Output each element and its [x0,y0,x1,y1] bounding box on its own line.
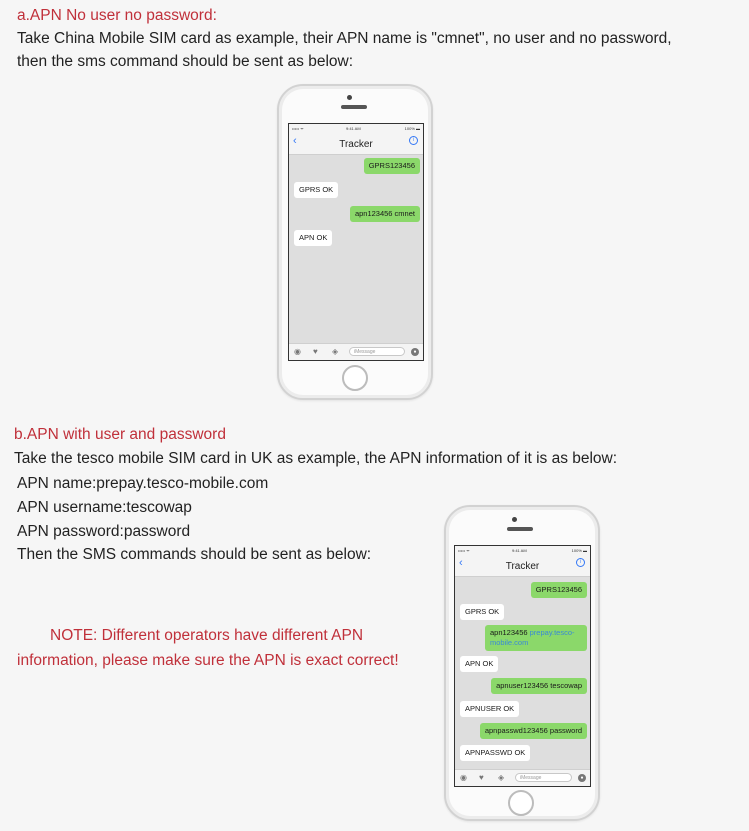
phone-2-screen [454,545,591,787]
status-carrier: ••••• ᯤ [292,126,304,131]
back-chevron-icon[interactable]: ‹ [293,135,297,147]
message-bubble-incoming: APNPASSWD OK [460,745,530,761]
status-carrier: ••••• ᯤ [458,548,470,553]
speaker-grille [341,105,367,109]
home-button[interactable] [342,365,368,391]
info-icon[interactable]: i [576,558,585,567]
section-a-line1: Take China Mobile SIM card as example, their APN name is "cmnet", no user and no password, [17,30,672,47]
message-link[interactable]: prepay.tesco-mobile.com [490,628,575,647]
message-bubble-outgoing: GPRS123456 [364,158,420,174]
front-camera-icon [512,517,517,522]
camera-icon[interactable]: ◉ [294,347,301,356]
message-bubble-incoming: APN OK [460,656,498,672]
message-bubble-outgoing: GPRS123456 [531,582,587,598]
message-text: apn123456 [490,628,528,637]
apn-name-line: APN name:prepay.tesco-mobile.com [17,475,269,492]
phone-2-frame [444,505,600,821]
status-battery: 100% ▬ [571,548,587,553]
section-b-line1: Take the tesco mobile SIM card in UK as example, the APN information of it is as below: [14,450,618,467]
digital-touch-icon[interactable]: ♥ [479,773,484,782]
phone-1-frame [277,84,433,400]
note-line2: information, please make sure the APN is exact correct! [17,652,399,669]
apn-password-line: APN password:password [17,523,191,540]
message-input-bar [455,769,590,786]
section-a-line2: then the sms command should be sent as below: [17,53,354,70]
status-bar [289,124,423,132]
status-battery: 100% ▬ [404,126,420,131]
home-button[interactable] [508,790,534,816]
then-line: Then the SMS commands should be sent as below: [17,546,372,563]
message-input[interactable]: iMessage [515,773,572,782]
messages-nav-bar [289,132,423,155]
section-b-heading: b.APN with user and password [14,426,226,443]
message-bubble-incoming: APNUSER OK [460,701,519,717]
apn-username-line: APN username:tescowap [17,499,192,516]
message-bubble-outgoing: apnpasswd123456 password [480,723,587,739]
status-time: 9:41 AM [346,126,361,131]
phone-1-screen [288,123,424,361]
microphone-icon[interactable]: ● [578,774,586,782]
info-icon[interactable]: i [409,136,418,145]
digital-touch-icon[interactable]: ♥ [313,347,318,356]
conversation-title: Tracker [339,139,373,150]
message-input-bar [289,343,423,360]
section-a-heading: a.APN No user no password: [17,7,217,24]
message-bubble-outgoing [485,625,587,651]
message-bubble-incoming: APN OK [294,230,332,246]
message-bubble-outgoing: apn123456 cmnet [350,206,420,222]
note-line1: NOTE: Different operators have different APN [50,627,364,644]
camera-icon[interactable]: ◉ [460,773,467,782]
app-store-icon[interactable]: ◈ [498,773,505,782]
back-chevron-icon[interactable]: ‹ [459,557,463,569]
message-bubble-incoming: GPRS OK [294,182,338,198]
status-time: 9:41 AM [512,548,527,553]
message-bubble-outgoing: apnuser123456 tescowap [491,678,587,694]
status-bar [455,546,590,554]
microphone-icon[interactable]: ● [411,348,419,356]
front-camera-icon [347,95,352,100]
messages-nav-bar [455,554,590,577]
conversation-title: Tracker [505,561,540,572]
app-store-icon[interactable]: ◈ [332,347,339,356]
message-input[interactable]: iMessage [349,347,405,356]
message-bubble-incoming: GPRS OK [460,604,504,620]
speaker-grille [507,527,533,531]
